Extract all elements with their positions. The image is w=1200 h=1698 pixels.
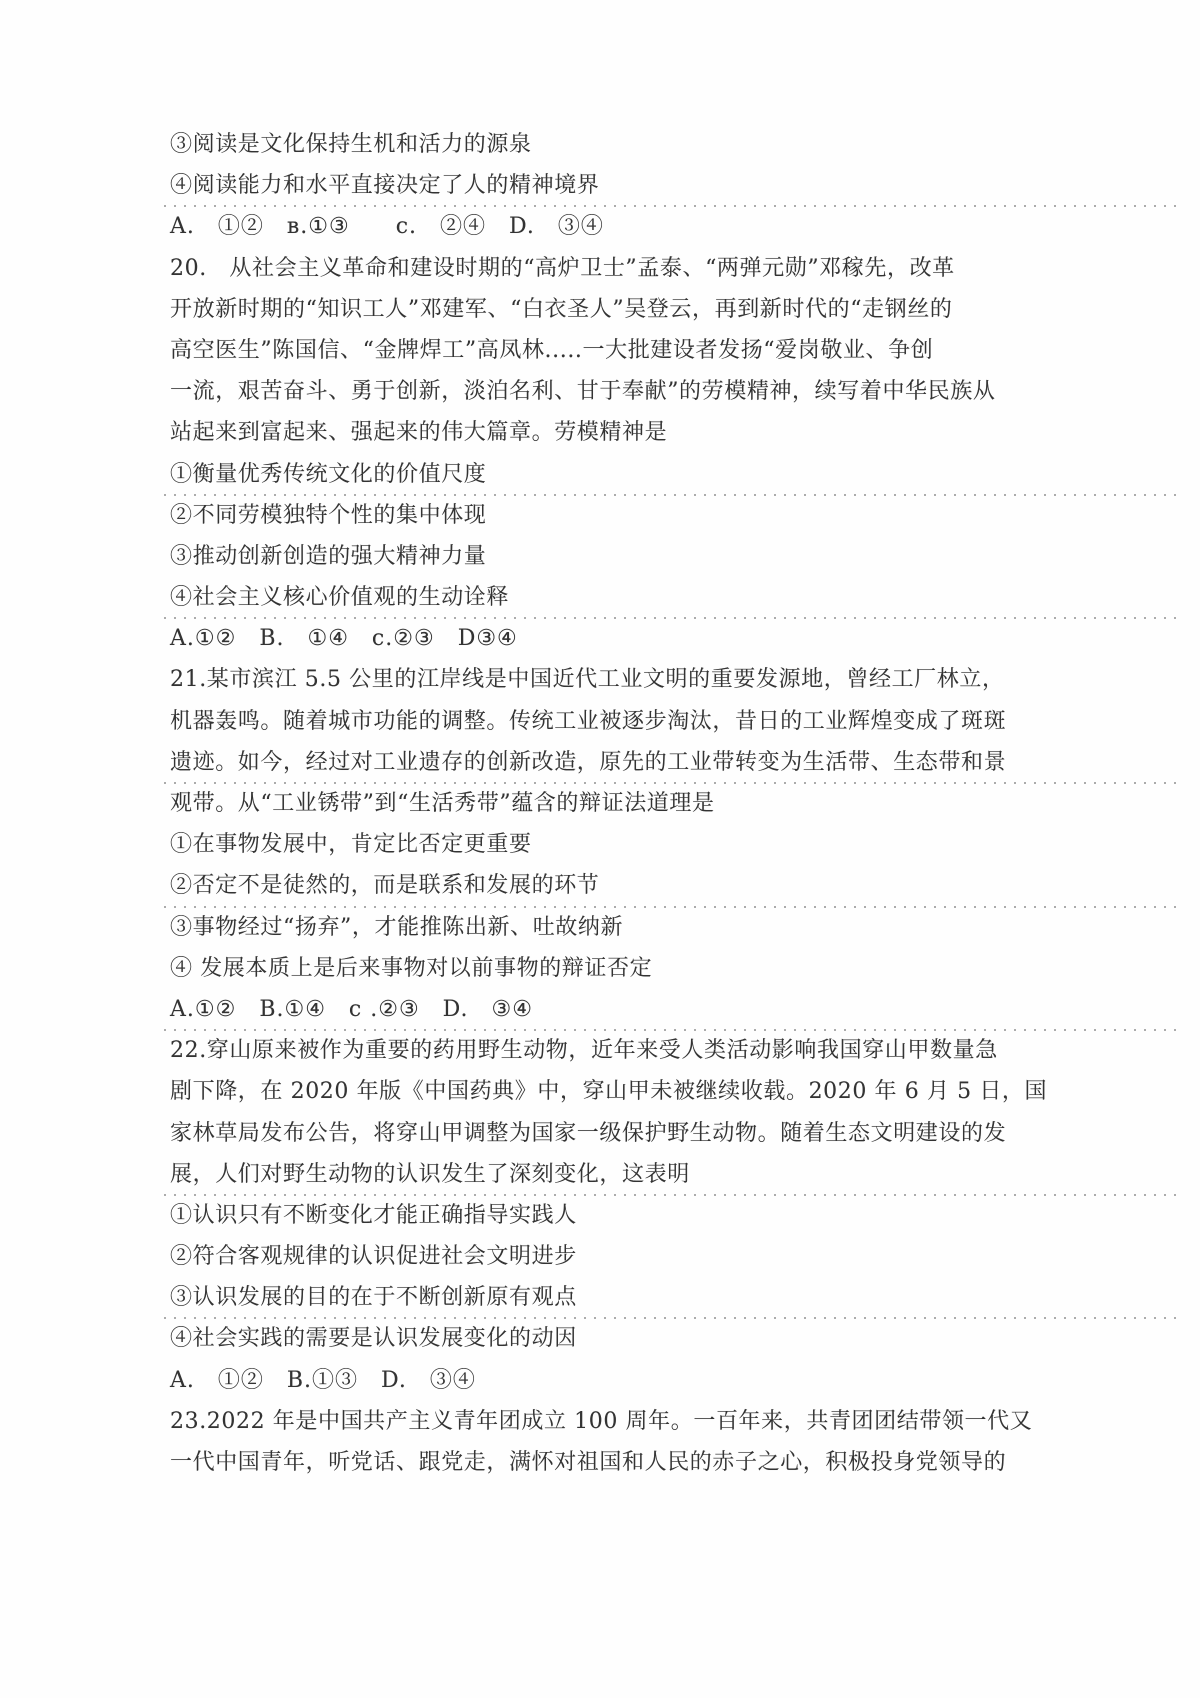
statement-line: ②不同劳模独特个性的集中体现 [170,502,487,528]
answer-options-row: A. ①② в.①③ c. ②④ D. ③④ [170,214,604,240]
answer-options-row: A. ①② B.①③ D. ③④ [170,1367,476,1393]
statement-line: ④阅读能力和水平直接决定了人的精神境界 [170,173,600,199]
statement-line: ④ 发展本质上是后来事物对以前事物的辩证否定 [170,955,653,981]
statement-line: ③推动创新创造的强大精神力量 [170,543,487,569]
question-text-line: 站起来到富起来、强起来的伟大篇章。劳模精神是 [170,420,668,446]
question-text-line: 21.某市滨江 5.5 公里的江岸线是中国近代工业文明的重要发源地，曾经工厂林立， [170,667,1005,693]
statement-line: ①在事物发展中，肯定比否定更重要 [170,832,532,858]
question-text-line: 23.2022 年是中国共产主义青年团成立 100 周年。一百年来，共青团团结带领一代又 [170,1408,1033,1434]
question-text-line: 家林草局发布公告，将穿山甲调整为国家一级保护野生动物。随着生态文明建设的发 [170,1120,1007,1146]
question-text-line: 遗迹。如今，经过对工业遗存的创新改造，原先的工业带转变为生活带、生态带和景 [170,749,1007,775]
question-text-line: 20. 从社会主义革命和建设时期的“高炉卫士”孟泰、“两弹元勋”邓稼先，改革 [170,255,955,281]
answer-options-row: A.①② B.①④ c .②③ D. ③④ [170,996,533,1022]
question-text-line: 剧下降，在 2020 年版《中国药典》中，穿山甲未被继续收载。2020 年 6 月 5 日，国 [170,1079,1048,1105]
statement-line: ③认识发展的目的在于不断创新原有观点 [170,1285,577,1311]
exam-document [170,124,1048,1483]
answer-options-row: A.①② B. ①④ c.②③ D③④ [170,626,518,652]
question-text-line: 22.穿山原来被作为重要的药用野生动物，近年来受人类活动影响我国穿山甲数量急 [170,1038,998,1064]
question-text-line: 机器轰鸣。随着城市功能的调整。传统工业被逐步淘汰，昔日的工业辉煌变成了斑斑 [170,708,1007,734]
statement-line: ④社会实践的需要是认识发展变化的动因 [170,1326,577,1352]
question-text-line: 展，人们对野生动物的认识发生了深刻变化，这表明 [170,1161,690,1187]
question-text-line: 一代中国青年，听党话、跟党走，满怀对祖国和人民的赤子之心，积极投身党领导的 [170,1450,1007,1475]
statement-line: ②否定不是徒然的，而是联系和发展的环节 [170,873,600,899]
statement-line: ④社会主义核心价值观的生动诠释 [170,585,510,611]
statement-line: ①认识只有不断变化才能正确指导实践人 [170,1202,577,1228]
question-text-line: 高空医生”陈国信、“金牌焊工”高凤林.....一大批建设者发扬“爱岗敬业、争创 [170,337,934,363]
question-text-line: 开放新时期的“知识工人”邓建军、“白衣圣人”吴登云，再到新时代的“走钢丝的 [170,296,953,322]
statement-line: ③阅读是文化保持生机和活力的源泉 [170,132,532,157]
statement-line: ②符合客观规律的认识促进社会文明进步 [170,1244,577,1270]
statement-line: ①衡量优秀传统文化的价值尺度 [170,461,487,487]
statement-line: ③事物经过“扬弃”，才能推陈出新、吐故纳新 [170,914,624,940]
question-text-line: 一流，艰苦奋斗、勇于创新，淡泊名利、甘于奉献”的劳模精神，续写着中华民族从 [170,379,996,405]
question-text-line: 观带。从“工业锈带”到“生活秀带”蕴含的辩证法道理是 [170,791,715,816]
